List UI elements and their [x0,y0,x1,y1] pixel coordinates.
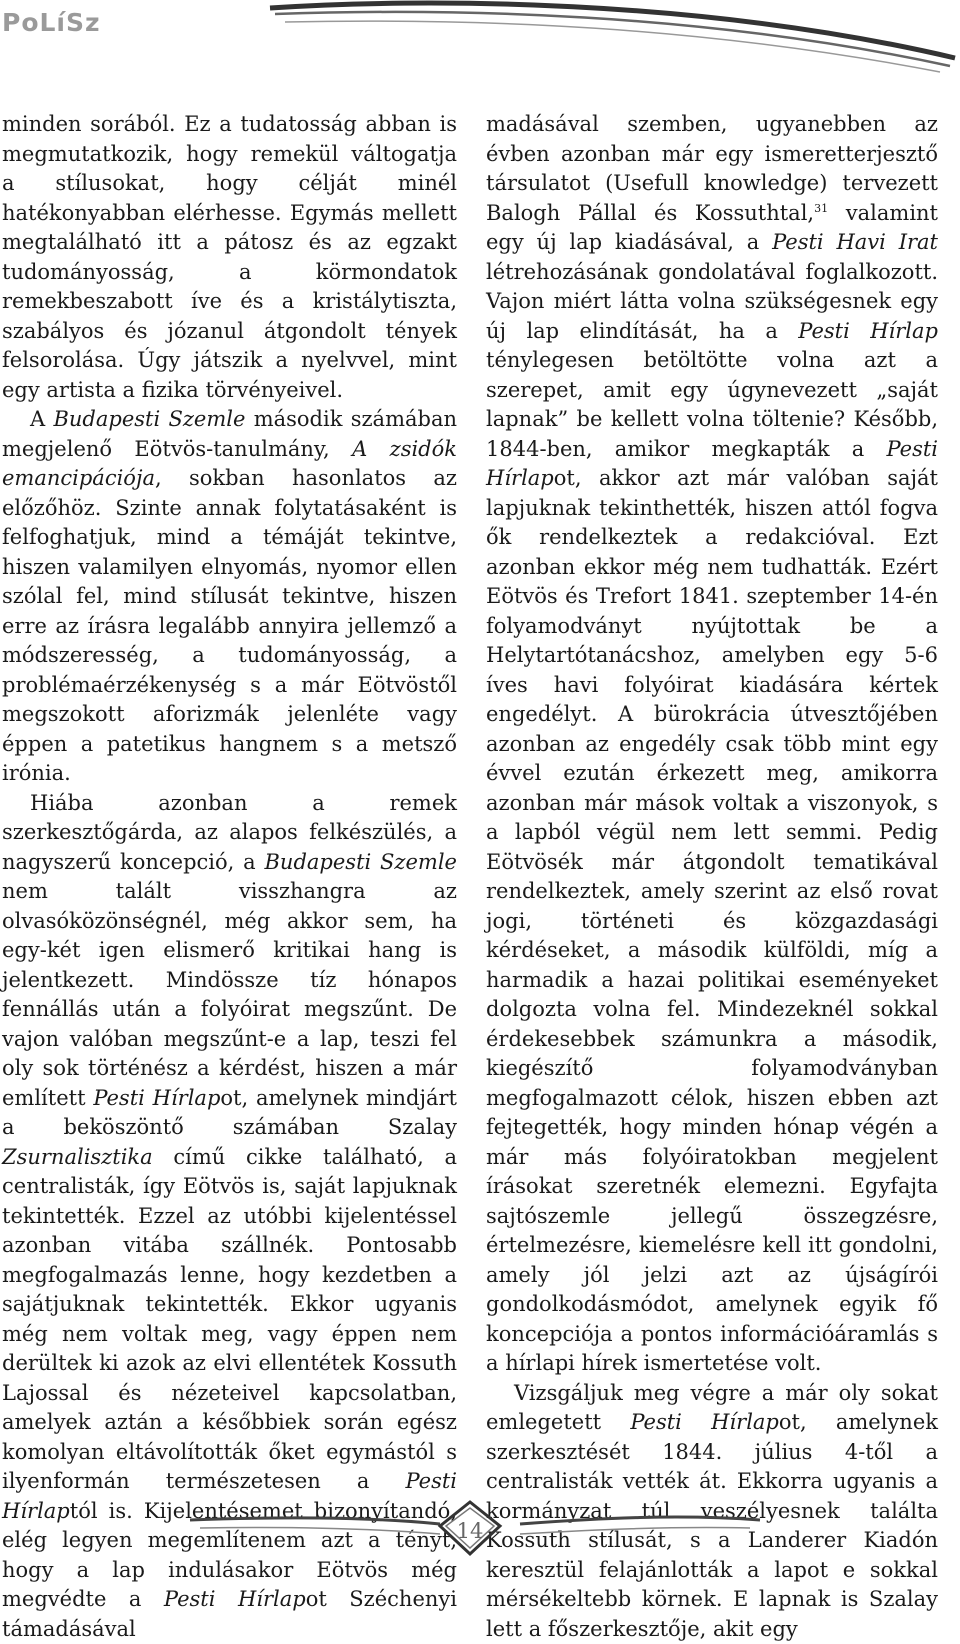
italic-title: Pesti Havi Irat [772,230,938,254]
italic-title: Budapesti Szemle [265,850,457,874]
text-run: Hiába azonban a remek szerkesztőgárda, az alapos felkészülés, a nagyszerű koncepció, a [2,791,457,874]
left-column [2,110,457,1644]
paragraph [2,405,457,789]
italic-title: Pesti Hírlap [93,1086,220,1110]
page-header [0,0,960,80]
italic-title: Pesti Hírlap [486,437,938,491]
italic-title: Budapesti Szemle [53,407,245,431]
text-run: A [30,407,53,431]
right-column [486,110,938,1644]
text-run: második számában megjelenő Eötvös-tanulmány, [2,407,457,461]
italic-title: Pesti Hírlap [164,1587,306,1611]
text-run: ot Széchenyi támadásával [2,1587,457,1641]
header-swoosh-ornament [0,0,960,80]
journal-logo: PoLíSz [2,8,101,37]
italic-title: Pesti Hírlap [630,1410,779,1434]
italic-title: Pesti Hírlap [2,1469,457,1523]
text-run: létrehozásának gondolatával foglalkozott. Vajon miért látta volna szükségesnek egy új lap elindítását, ha a [486,260,938,343]
text-run: ot, akkor azt már valóban saját lapjuknak tekinthették, hiszen attól fogva ők rendelkeztek a redakcióval. Ezt azonban ekkor még nem tudhatták. Ezért Eötvös és Trefort 1841. szeptember 14-én folyamodványt nyújtottak be a Helytartótanácshoz, amelyben egy 5-6 íves havi folyóirat kiadására kértek engedélyt. A bürokrácia útvesztőjében azonban az engedély csak több mint egy évvel ezután érkezett meg, amikorra azonban már mások voltak a viszonyok, s a lapból végül nem lett semmi. Pedig Eötvösék már átgondolt tematikával rendelkeztek, amely szerint az első rovat jogi, történeti és közgazdasági kérdéseket, a második külföldi, míg a harmadik a hazai politikai eseményeket dolgozta volna fel. Mindezeknél sokkal érdekesebbek számunkra a második, kiegészítő folyamodványban megfogalmazott célok, hiszen ebben azt fejtegették, hogy minden hónap végén a már más folyóiratokban megjelent írásokat szeretnék elemezni. Egyfajta sajtószemle jellegű összegzésre, értelmezésre, kiemelésre kell itt gondolni, amely jól jelzi azt az újságírói gondolkodásmódot, amelynek egyik fő koncepciója a pontos információáramlás s a hírlapi hírek ismertetése volt. [486,466,938,1375]
text-run: ot, amelynek mindjárt a beköszöntő számában Szalay [2,1086,457,1140]
paragraph [486,110,938,1379]
text-run: madásával szemben, ugyanebben az évben azonban már egy ismeretterjesztő társulatot (Usefull knowledge) tervezett Balogh Pállal és Kossuthtal, [486,112,938,225]
text-run: ténylegesen betöltötte volna azt a szerepet, amit egy úgynevezett „saját lapnak” be kellett volna töltenie? Később, 1844-ben, amikor megkapták a [486,348,938,461]
text-run: tól is. Kijelentésemet bizonyítandó, elég legyen megemlítenem azt a tényt, hogy a lap indulásakor Eötvös még megvédte a [2,1499,457,1612]
italic-title: Zsurnalisztika [2,1145,153,1169]
text-run: , sokban hasonlatos az előzőhöz. Szinte annak folytatásaként is felfoghatjuk, mind a témáját tekintve, hiszen valamilyen elnyomás, nyomor ellen szólal fel, mind stílusát tekintve, hiszen erre az írásra legalább annyira jellemző a módszeresség, a tudományosság, a problémaérzékenység s a már Eötvöstől megszokott aforizmák jelenléte vagy éppen a patetikus hangnem s a metsző irónia. [2,466,457,785]
text-run: valamint egy új lap kiadásával, a [486,201,938,255]
text-run: nem talált visszhangra az olvasóközönségnél, még akkor sem, ha egy-két igen elismerő kritikai hang is jelentkezett. Mindössze tíz hónapos fennállás után a folyóirat megszűnt. De vajon valóban megszűnt-e a lap, teszi fel oly sok történész a kérdést, hiszen a már említett [2,879,457,1110]
footnote-marker: 31 [814,202,828,215]
text-run: minden sorából. Ez a tudatosság abban is megmutatkozik, hogy remekül váltogatja a stílusokat, hogy célját minél hatékonyabban elérhesse. Egymás mellett megtalálható itt a pátosz és az egzakt tudományosság, a körmondatok remekbeszabott íve és a kristálytiszta, szabályos és józanul átgondolt tények felsorolása. Úgy játszik a nyelvvel, mint egy artista a fizika törvényeivel. [2,112,457,402]
paragraph [2,110,457,405]
text-run: ot, amelynek szerkesztését 1844. július 4-től a centralisták vették át. Ekkorra ugyanis a kormányzat túl veszélyesnek találta Kossuth stílusát, s a Landerer Kiadón keresztül felajánlották a lapot e sokkal mérsékeltebb körnek. E lapnak is Szalay lett a főszerkesztője, akit egy [486,1410,938,1641]
text-run: című cikke található, a centralisták, így Eötvös is, saját lapjuknak tekintették. Ezzel az utóbbi kijelentéssel azonban vitába szállnék. Pontosabb megfogalmazás lenne, hogy kezdetben a sajátjuknak tekintették. Ekkor ugyanis még nem voltak meg, vagy éppen nem derültek ki azok az elvi ellentétek Kossuth Lajossal és nézeteivel kapcsolatban, amelyek aztán a későbbiek során egész komolyan eltávolították őket egymástól s ilyenformán természetesen a [2,1145,457,1494]
text-run: Vizsgáljuk meg végre a már oly sokat emlegetett [486,1381,938,1435]
italic-title: Pesti Hírlap [798,319,938,343]
page-number: 14 [448,1519,492,1543]
italic-title: A zsidók emancipációja [2,437,457,491]
